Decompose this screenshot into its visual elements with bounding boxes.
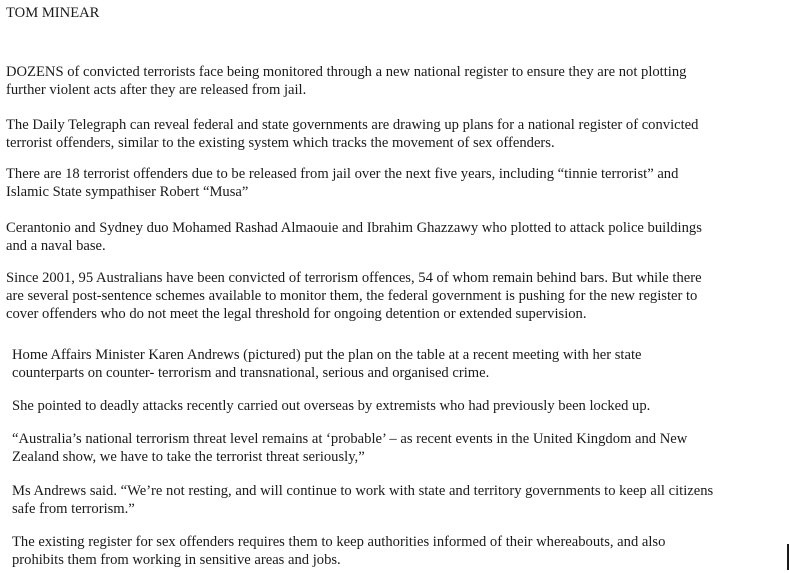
text-line: The Daily Telegraph can reveal federal and state governments are drawing up plans for a national register of convicted (6, 116, 699, 133)
text-line: safe from terrorism.” (12, 500, 135, 517)
paragraph (12, 397, 650, 415)
text-line: Cerantonio and Sydney duo Mohamed Rashad Almaouie and Ibrahim Ghazzawy who plotted to attack police buildings (6, 219, 702, 236)
paragraph (6, 165, 678, 201)
text-line: Zealand show, we have to take the terrorist threat seriously,” (12, 448, 365, 465)
byline: TOM MINEAR (6, 5, 100, 21)
text-line: “Australia’s national terrorism threat level remains at ‘probable’ – as recent events in the United Kingdom and New (12, 430, 688, 447)
paragraph (6, 116, 698, 152)
text-line: The existing register for sex offenders requires them to keep authorities informed of their whereabouts, and also (12, 533, 666, 550)
text-line: Ms Andrews said. “We’re not resting, and will continue to work with state and territory governments to keep all citizens (12, 482, 714, 499)
text-line: Since 2001, 95 Australians have been convicted of terrorism offences, 54 of whom remain behind bars. But while there (6, 269, 702, 286)
text-line: Islamic State sympathiser Robert “Musa” (6, 183, 249, 200)
paragraph (12, 346, 642, 382)
paragraph (12, 430, 687, 466)
paragraph (6, 269, 702, 323)
text-line: counterparts on counter- terrorism and transnational, serious and organised crime. (12, 364, 490, 381)
text-line: DOZENS of convicted terrorists face being monitored through a new national register to ensure they are not plotting (6, 63, 687, 80)
text-line: further violent acts after they are released from jail. (6, 81, 307, 98)
text-line: and a naval base. (6, 237, 106, 254)
text-line: are several post-sentence schemes available to monitor them, the federal government is pushing for the new register to (6, 287, 698, 304)
text-line: prohibits them from working in sensitive areas and jobs. (12, 551, 341, 568)
text-line: cover offenders who do not meet the legal threshold for ongoing detention or extended supervision. (6, 305, 587, 322)
paragraph (6, 63, 686, 99)
text-line: She pointed to deadly attacks recently carried out overseas by extremists who had previously been locked up. (12, 397, 651, 414)
paragraph (12, 482, 713, 518)
paragraph (6, 219, 702, 255)
text-line: terrorist offenders, similar to the existing system which tracks the movement of sex offenders. (6, 134, 555, 151)
text-line: Home Affairs Minister Karen Andrews (pictured) put the plan on the table at a recent meeting with her state (12, 346, 642, 363)
text-line: There are 18 terrorist offenders due to be released from jail over the next five years, including “tinnie terrorist” and (6, 165, 679, 182)
paragraph (12, 533, 665, 569)
